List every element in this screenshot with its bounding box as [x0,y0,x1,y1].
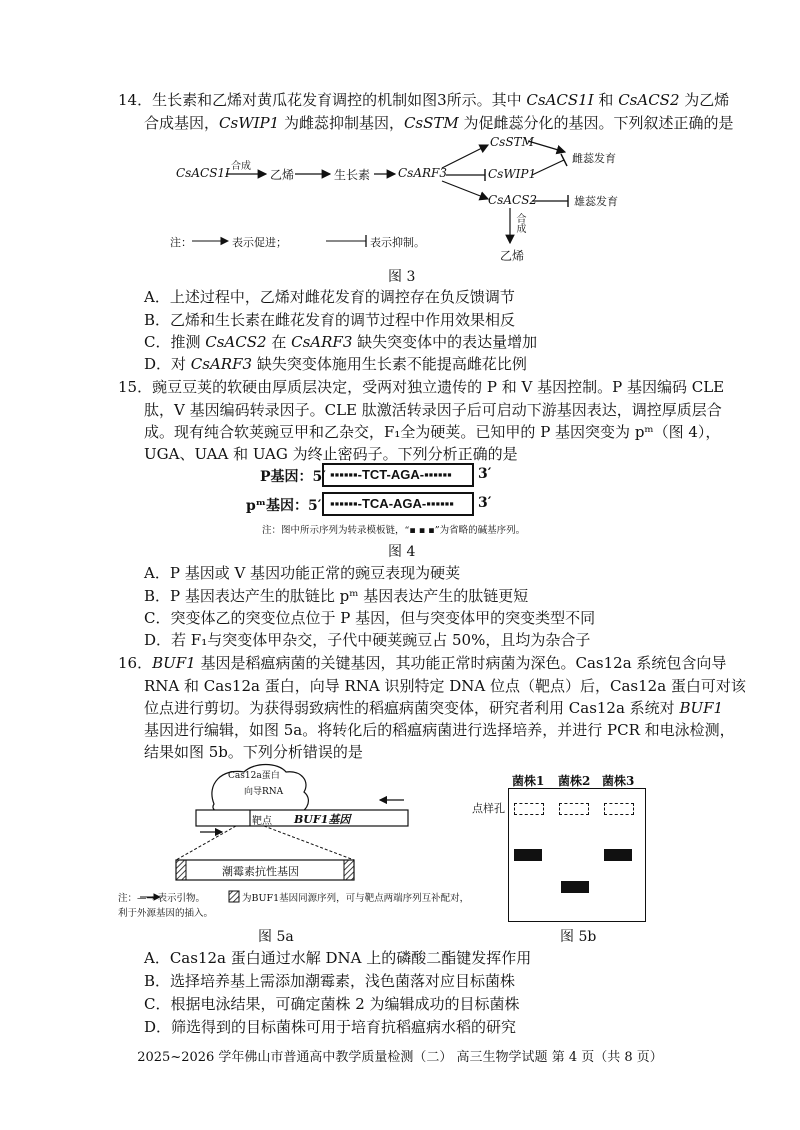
figure-5a-caption: 图 5a [258,929,294,945]
q15-option-b: B．P 基因表达产生的肽链比 pᵐ 基因表达产生的肽链更短 [144,587,529,605]
node-csstm: CsSTM [490,135,534,149]
strain-3-label: 菌株3 [602,774,635,788]
well-2 [559,803,589,815]
node-cswip1: CsWIP1 [488,167,537,181]
pm-gene-label: pᵐ基因：5′ [246,498,322,514]
well-label: 点样孔 [472,802,505,815]
p-gene-sequence: ▪▪▪▪▪▪-TCT-AGA-▪▪▪▪▪▪ [322,463,474,487]
page-footer: 2025~2026 学年佛山市普通高中教学质量检测（二） 高三生物学试题 第 4 页（共 8 页） [137,1050,663,1065]
figure-5b [466,772,666,922]
strain-2-label: 菌株2 [558,774,591,788]
q14-stem-line-1: 14．生长素和乙烯对黄瓜花发育调控的机制如图3所示。其中 CsACS1I 和 CsACS2 为乙烯 [118,91,730,109]
label-hecheng-1: 合成 [231,161,251,172]
figure-5a-note-1b: 为BUF1基因同源序列，可与靶点两端序列互补配对， [242,893,470,904]
guide-rna-label: 向导RNA [244,787,284,797]
pm-gene-sequence: ▪▪▪▪▪▪-TCA-AGA-▪▪▪▪▪▪ [322,492,474,516]
gel [508,788,646,922]
q15-stem-line-1: 15．豌豆豆荚的软硬由厚质层决定，受两对独立遗传的 P 和 V 基因控制。P 基因编码 CLE [118,378,725,396]
q16-option-a: A．Cas12a 蛋白通过水解 DNA 上的磷酸二酯键发挥作用 [144,949,532,967]
target-site-label: 靶点 [252,816,272,827]
q14-option-c: C．推测 CsACS2 在 CsARF3 缺失突变体中的表达量增加 [144,333,538,351]
q15-stem-line-2: 肽，V 基因编码转录因子。CLE 肽激活转录因子后可启动下游基因表达，调控厚质层合 [144,401,722,419]
figure-4-caption: 图 4 [388,544,416,560]
q16-option-d: D．筛选得到的目标菌株可用于培育抗稻瘟病水稻的研究 [144,1018,517,1036]
hygromycin-resistance-gene-label: 潮霉素抗性基因 [222,865,299,878]
q15-option-a: A．P 基因或 V 基因功能正常的豌豆表现为硬荚 [144,564,461,582]
q15-option-c: C．突变体乙的突变位点位于 P 基因，但与突变体甲的突变类型不同 [144,609,596,627]
q16-option-b: B．选择培养基上需添加潮霉素，浅色菌落对应目标菌株 [144,972,516,990]
figure-3 [170,135,650,263]
q16-stem-line-2: RNA 和 Cas12a 蛋白，向导 RNA 识别特定 DNA 位点（靶点）后，Cas12a 蛋白可对该 [144,677,746,695]
node-csacs11: CsACS1I [176,166,230,180]
q14-option-a: A．上述过程中，乙烯对雌花发育的调控存在负反馈调节 [144,288,515,306]
label-hecheng-2: 合成 [514,213,525,233]
q15-stem-line-4: UGA、UAA 和 UAG 为终止密码子。下列分析正确的是 [144,445,518,463]
band-strain-3 [604,849,632,861]
band-strain-1 [514,849,542,861]
figure-3-caption: 图 3 [388,269,416,285]
q16-option-c: C．根据电泳结果，可确定菌株 2 为编辑成功的目标菌株 [144,995,520,1013]
legend-promote: 表示促进； [232,236,287,249]
band-strain-2 [561,881,589,893]
legend-prefix: 注： [170,236,192,249]
node-csarf3: CsARF3 [398,166,448,180]
cas12a-protein-label: Cas12a蛋白 [228,771,280,781]
node-male-dev: 雄蕊发育 [574,195,618,208]
figure-5a-note-1: 注：—→ 表示引物。 [118,893,205,904]
strain-1-label: 菌株1 [512,774,545,788]
figure-5a [118,762,478,922]
q15-stem-line-3: 成。现有纯合软荚豌豆甲和乙杂交，F₁全为硬荚。已知甲的 P 基因突变为 pᵐ（图 4）， [144,423,721,441]
q16-stem-line-1: 16．BUF1 基因是稻瘟病菌的关键基因，其功能正常时病菌为深色。Cas12a 系统包含向导 [118,654,727,672]
well-3 [604,803,634,815]
q14-stem-line-2: 合成基因，CsWIP1 为雌蕊抑制基因，CsSTM 为促雌蕊分化的基因。下列叙述正确的是 [144,114,734,132]
figure-4-note: 注：图中所示序列为转录模板链，“▪ ▪ ▪”为省略的碱基序列。 [262,525,526,536]
q16-stem-line-4: 基因进行编辑，如图 5a。将转化后的稻瘟病菌进行选择培养，并进行 PCR 和电泳检测， [144,721,735,739]
q14-option-b: B．乙烯和生长素在雌花发育的调节过程中作用效果相反 [144,311,516,329]
node-yixi-2: 乙烯 [500,249,525,263]
figure-5b-caption: 图 5b [560,929,597,945]
node-yixi: 乙烯 [270,168,295,182]
q16-stem-line-3: 位点进行剪切。为获得弱致病性的稻瘟病菌突变体，研究者利用 Cas12a 系统对 BUF1 [144,699,724,717]
node-csacs2: CsACS2 [488,193,538,207]
p-gene-3-end: 3′ [478,466,492,482]
node-auxin: 生长素 [334,168,371,182]
q15-option-d: D．若 F₁与突变体甲杂交，子代中硬荚豌豆占 50%，且均为杂合子 [144,631,591,649]
node-female-dev: 雌蕊发育 [572,152,616,165]
buf1-gene-label: BUF1基因 [294,813,351,826]
figure-5a-note-2: 利于外源基因的插入。 [118,908,214,919]
pm-gene-3-end: 3′ [478,495,492,511]
legend-inhibit: 表示抑制。 [370,236,425,249]
q16-stem-line-5: 结果如图 5b。下列分析错误的是 [144,743,363,761]
well-1 [514,803,544,815]
q14-option-d: D．对 CsARF3 缺失突变体施用生长素不能提高雌花比例 [144,355,527,373]
p-gene-label: P基因：5′ [260,469,326,485]
